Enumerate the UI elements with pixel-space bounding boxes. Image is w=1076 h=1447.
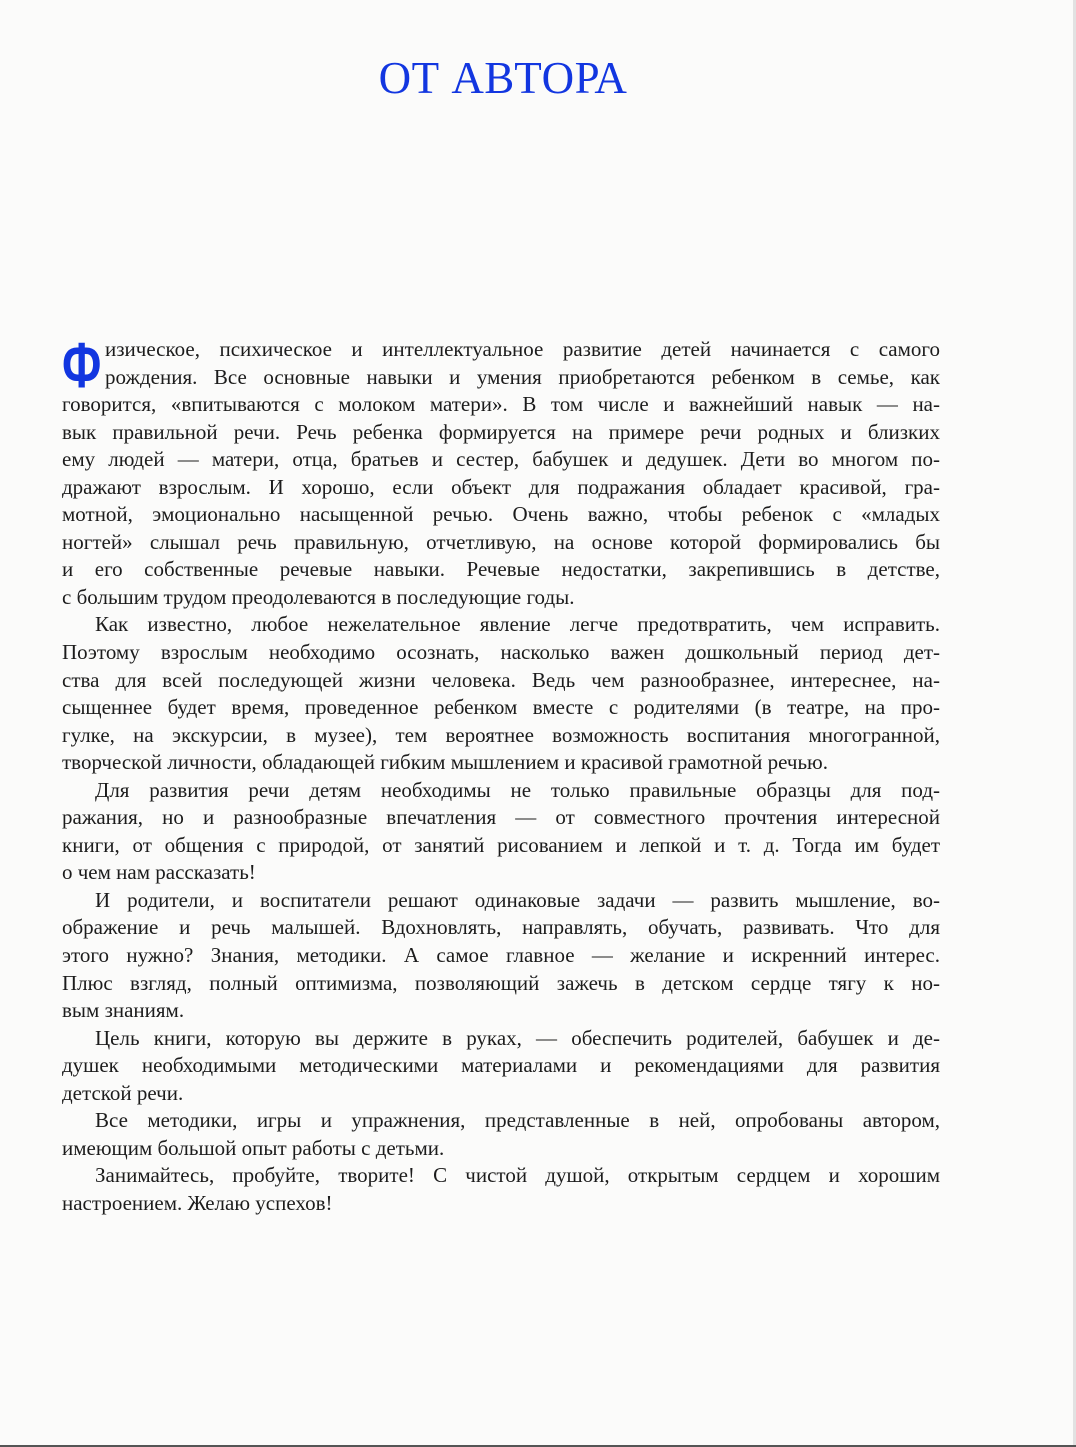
text-line: имеющим большой опыт работы с детьми. xyxy=(62,1135,445,1160)
text-line: рождения. Все основные навыки и умения приобретаются ребенком в семье, как xyxy=(105,364,940,389)
text-line: вык правильной речи. Речь ребенка формируется на примере речи родных и близких xyxy=(62,419,940,444)
text-line: душек необходимыми методическими материалами и рекомендациями для развития xyxy=(62,1053,940,1078)
text-line: ражания, но и разнообразные впечатления — от совместного прочтения интересной xyxy=(62,805,940,830)
paragraph xyxy=(62,1162,940,1217)
text-line: мотной, эмоционально насыщенной речью. Очень важно, чтобы ребенок с «младых xyxy=(62,502,940,527)
text-line: вым знаниям. xyxy=(62,998,185,1023)
text-line: изическое, психическое и интеллектуальное развитие детей начинается с самого xyxy=(105,337,940,361)
paragraph xyxy=(62,887,940,1025)
text-line: Для развития речи детям необходимы не только правильные образцы для под- xyxy=(95,777,940,802)
text-line: И родители, и воспитатели решают одинаковые задачи — развить мышление, во- xyxy=(95,887,940,912)
paragraph xyxy=(62,611,940,776)
text-line: Занимайтесь, пробуйте, творите! С чистой душой, открытым сердцем и хорошим xyxy=(95,1163,940,1188)
page-title: ОТ АВТОРА xyxy=(378,53,628,103)
text-line: сыщеннее будет время, проведенное ребенком вместе с родителями (в театре, на про- xyxy=(62,695,940,720)
paragraph xyxy=(62,777,940,887)
text-line: говорится, «впитываются с молоком матери». В том числе и важнейший навык — на- xyxy=(62,392,940,417)
drop-cap: Ф xyxy=(62,329,102,401)
text-line: Плюс взгляд, полный оптимизма, позволяющий зажечь в детском сердце тягу к но- xyxy=(62,970,940,995)
text-line: настроением. Желаю успехов! xyxy=(62,1190,333,1215)
text-line: творческой личности, обладающей гибким мышлением и красивой грамотной речью. xyxy=(62,750,828,775)
text-line: Все методики, игры и упражнения, представленные в ней, опробованы автором, xyxy=(95,1108,940,1133)
text-line: детской речи. xyxy=(62,1080,184,1105)
text-line: ногтей» слышал речь правильную, отчетливую, на основе которой формировались бы xyxy=(62,529,940,554)
text-line: и его собственные речевые навыки. Речевые недостатки, закрепившись в детстве, xyxy=(62,557,940,582)
paragraph xyxy=(62,1025,940,1108)
text-line: о чем нам рассказать! xyxy=(62,860,256,885)
body-text xyxy=(62,329,940,1218)
text-line: этого нужно? Знания, методики. А самое главное — желание и искренний интерес. xyxy=(62,943,940,968)
paragraph xyxy=(62,329,940,611)
text-line: ображение и речь малышей. Вдохновлять, направлять, обучать, развивать. Что для xyxy=(62,915,940,940)
text-line: гулке, на экскурсии, в музее), тем вероятнее возможность воспитания многогранной, xyxy=(62,722,940,747)
text-line: Поэтому взрослым необходимо осознать, насколько важен дошкольный период дет- xyxy=(62,640,940,665)
text-line: с большим трудом преодолеваются в последующие годы. xyxy=(62,584,575,609)
text-line: ства для всей последующей жизни человека. Ведь чем разнообразнее, интереснее, на- xyxy=(62,667,940,692)
text-line: Как известно, любое нежелательное явление легче предотвратить, чем исправить. xyxy=(95,612,940,637)
text-line: Цель книги, которую вы держите в руках, — обеспечить родителей, бабушек и де- xyxy=(95,1025,940,1050)
text-line: дражают взрослым. И хорошо, если объект для подражания обладает красивой, гра- xyxy=(62,474,940,499)
text-line: ему людей — матери, отца, братьев и сестер, бабушек и дедушек. Дети во многом по- xyxy=(62,447,940,472)
text-line: книги, от общения с природой, от занятий рисованием и лепкой и т. д. Тогда им будет xyxy=(62,832,940,857)
paragraph xyxy=(62,1107,940,1162)
